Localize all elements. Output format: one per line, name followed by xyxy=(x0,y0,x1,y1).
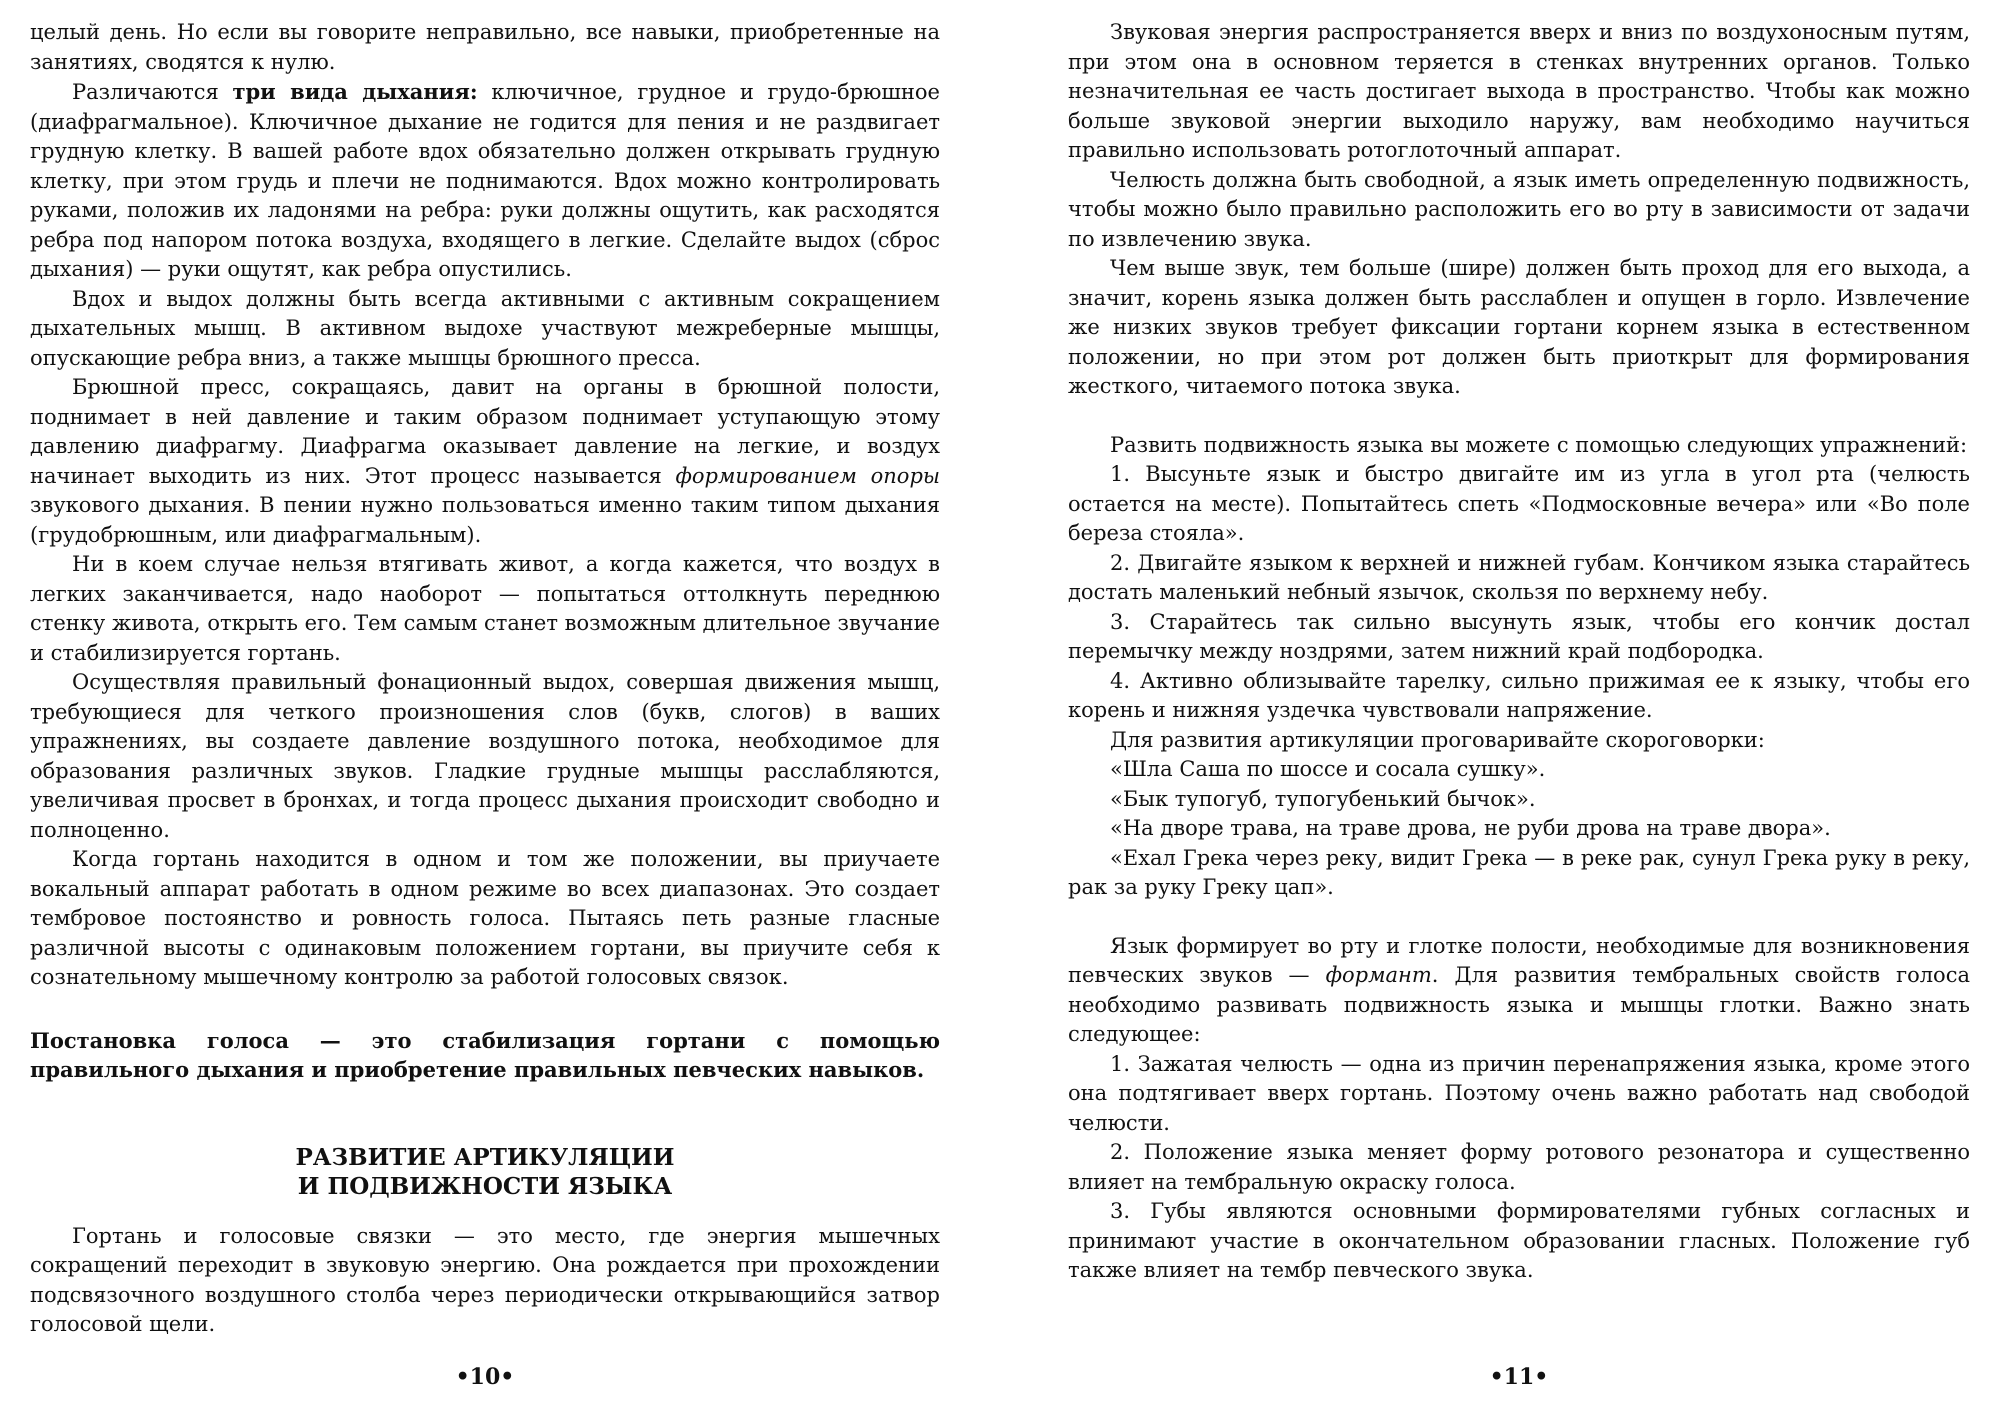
text-span: . Для развития тембральных свойств голоса необходимо развивать подвижность языка и мышцы глотки. Важно знать следующее: xyxy=(1068,963,1970,1046)
text-span: Брюшной пресс, сокращаясь, давит на органы в брюшной полости, поднимает в ней давление и таким образом поднимает уступающую этому давлению диафрагму. Диафрагма оказывает давление на легкие, и воздух начинает выходить из них. Этот процесс называется xyxy=(30,375,940,488)
italic-term: формированием опоры xyxy=(675,463,940,488)
bold-summary: Постановка голоса — это стабилизация гортани с помощью правильного дыхания и приобретение правильных певческих навыков. xyxy=(30,1027,940,1082)
paragraph: Когда гортань находится в одном и том же положении, вы приучаете вокальный аппарат работать в одном режиме во всех диапазонах. Это создает тембровое постоянство и ровность голоса. Пытаясь петь разные гласные различной высоты с одинаковым положением гортани, вы приучите себя к сознательному мышечному контролю за работой голосовых связок. xyxy=(30,847,940,989)
paragraph: Развить подвижность языка вы можете с помощью следующих упражнений: xyxy=(1110,432,1968,457)
paragraph: Чем выше звук, тем больше (шире) должен быть проход для его выхода, а значит, корень языка должен быть расслаблен и опущен в горло. Извлечение же низких звуков требует фиксации гортани корнем языка в естественном положении, но при этом рот должен быть приоткрыт для формирования жесткого, читаемого потока звука. xyxy=(1068,256,1970,398)
text-span: Различаются xyxy=(72,80,233,104)
tongue-twister: «Ехал Грека через реку, видит Грека — в реке рак, сунул Грека руку в реку, рак за руку Греку цап». xyxy=(1068,845,1970,899)
paragraph: целый день. Но если вы говорите неправильно, все навыки, приобретенные на занятиях, сводятся к нулю. xyxy=(30,20,940,74)
italic-term: формант xyxy=(1325,963,1432,987)
paragraph: Осуществляя правильный фонационный выдох, совершая движения мышц, требующиеся для четкого произношения слов (букв, слогов) в ваших упражнениях, вы создаете давление воздушного потока, необходимое для образования различных звуков. Гладкие грудные мышцы расслабляются, увеличивая просвет в бронхах, и тогда процесс дыхания происходит свободно и полноценно. xyxy=(30,670,940,842)
tongue-twister-intro: Для развития артикуляции проговаривайте скороговорки: xyxy=(1110,727,1765,752)
paragraph: Челюсть должна быть свободной, а язык иметь определенную подвижность, чтобы можно было правильно расположить его во рту в зависимости от задачи по извлечению звука. xyxy=(1068,167,1970,251)
paragraph: Ни в коем случае нельзя втягивать живот, а когда кажется, что воздух в легких заканчивается, надо наоборот — попытаться оттолкнуть переднюю стенку живота, открыть его. Тем самым станет возможным длительное звучание и стабилизируется гортань. xyxy=(30,552,940,665)
paragraph: Гортань и голосовые связки — это место, где энергия мышечных сокращений переходит в звуковую энергию. Она рождается при прохождении подсвязочного воздушного столба через периодически открывающийся затвор голосовой щели. xyxy=(30,1223,940,1336)
text-span: звукового дыхания. В пении нужно пользоваться именно таким типом дыхания (грудобрюшным, или диафрагмальным). xyxy=(30,493,940,547)
paragraph-breathing-types xyxy=(30,77,940,285)
exercise-item: 3. Старайтесь так сильно высунуть язык, чтобы его кончик достал перемычку между ноздрями, затем нижний край подбородка. xyxy=(1068,609,1970,663)
heading-line: И ПОДВИЖНОСТИ ЯЗЫКА xyxy=(297,1172,673,1200)
paragraph: Звуковая энергия распространяется вверх и вниз по воздухоносным путям, при этом она в основном теряется в стенках внутренних органов. Только незначительная ее часть достигает выхода в пространство. Чтобы как можно больше звуковой энергии выходило наружу, вам необходимо научиться правильно использовать ротоглоточный аппарат. xyxy=(1068,20,1970,162)
numbered-item: 1. Зажатая челюсть — одна из причин перенапряжения языка, кроме этого она подтягивает вверх гортань. Поэтому очень важно работать над свободой челюсти. xyxy=(1068,1051,1970,1135)
tongue-twister: «Бык тупогуб, тупогубенький бычок». xyxy=(1110,786,1536,811)
paragraph-formant xyxy=(1068,932,1970,1050)
exercise-item: 4. Активно облизывайте тарелку, сильно прижимая ее к языку, чтобы его корень и нижняя уздечка чувствовали напряжение. xyxy=(1068,668,1970,722)
exercise-item: 1. Высуньте язык и быстро двигайте им из угла в угол рта (челюсть остается на месте). Попытайтесь спеть «Подмосковные вечера» или «Во поле береза стояла». xyxy=(1068,462,1970,545)
right-page xyxy=(1000,0,2000,1402)
exercise-item: 2. Двигайте языком к верхней и нижней губам. Кончиком языка старайтесь достать маленький небный язычок, скользя по верхнему небу. xyxy=(1068,550,1970,604)
section-heading xyxy=(30,1143,940,1201)
text-span: Язык формирует во рту и глотке полости, необходимые для возникновения певческих звуков — xyxy=(1068,933,1970,987)
tongue-twister: «На дворе трава, на траве дрова, не руби дрова на траве двора». xyxy=(1110,816,1831,840)
text-span: ключичное, грудное и грудо-брюшное (диафрагмальное). Ключичное дыхание не годится для пения и не раздвигает грудную клетку. В вашей работе вдох обязательно должен открывать грудную клетку, при этом грудь и плечи не поднимаются. Вдох можно контролировать руками, положив их ладонями на ребра: руки должны ощутить, как расходятся ребра под напором потока воздуха, входящего в легкие. Сделайте выдох (сброс дыхания) — руки ощутят, как ребра опустились. xyxy=(30,80,940,281)
numbered-item: 2. Положение языка меняет форму ротового резонатора и существенно влияет на тембральную окраску голоса. xyxy=(1068,1140,1970,1194)
numbered-item: 3. Губы являются основными формирователями губных согласных и принимают участие в окончательном образовании гласных. Положение губ также влияет на тембр певческого звука. xyxy=(1068,1199,1970,1282)
paragraph: Вдох и выдох должны быть всегда активными с активным сокращением дыхательных мышц. В активном выдохе участвуют межреберные мышцы, опускающие ребра вниз, а также мышцы брюшного пресса. xyxy=(30,286,940,370)
heading-line: РАЗВИТИЕ АРТИКУЛЯЦИИ xyxy=(295,1143,675,1171)
page-number: •11• xyxy=(1489,1364,1549,1390)
page-number: •10• xyxy=(455,1364,515,1390)
bold-term: три вида дыхания: xyxy=(232,79,478,104)
paragraph xyxy=(30,373,940,550)
tongue-twister: «Шла Саша по шоссе и сосала сушку». xyxy=(1110,757,1546,781)
